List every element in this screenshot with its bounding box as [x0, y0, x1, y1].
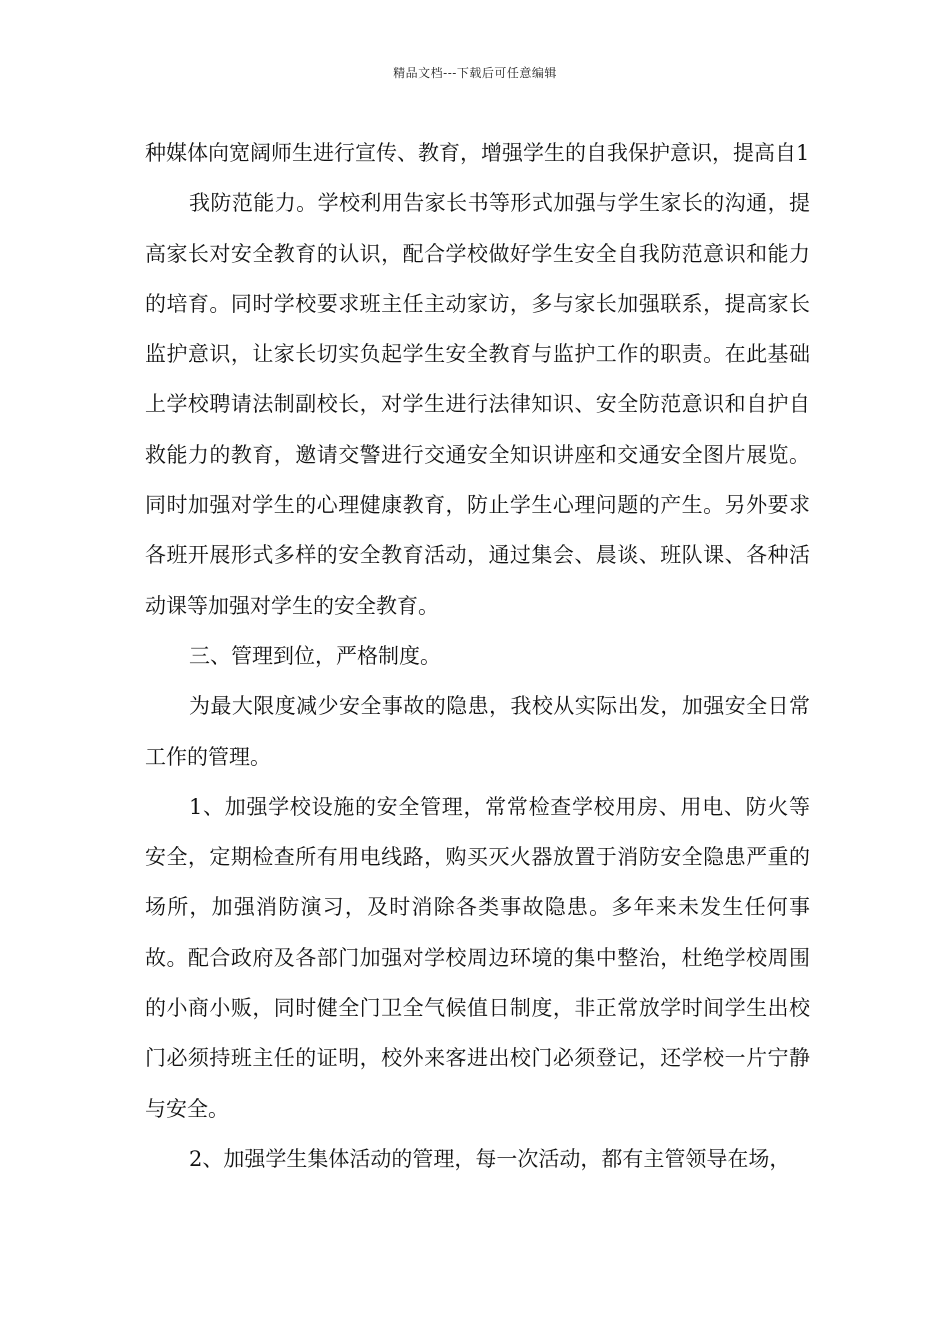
- paragraph-facility-safety: 1、加强学校设施的安全管理，常常检查学校用房、用电、防火等安全，定期检查所有用电线路，购买灭火器放置于消防安全隐患严重的场所，加强消防演习，及时消除各类事故隐患。多年来未发生任何事故。配合政府及各部门加强对学校周边环境的集中整治，杜绝学校周围的小商小贩，同时健全门卫全气候值日制度，非正常放学时间学生出校门必须持班主任的证明，校外来客进出校门必须登记，还学校一片宁静与安全。: [145, 794, 810, 1121]
- paragraph-prevention-ability: 我防范能力。学校利用告家长书等形式加强与学生家长的沟通，提高家长对安全教育的认识，配合学校做好学生安全自我防范意识和能力的培育。同时学校要求班主任主动家访，多与家长加强联系，提高家长监护意识，让家长切实负起学生安全教育与监护工作的职责。在此基础上学校聘请法制副校长，对学生进行法律知识、安全防范意识和自护自救能力的教育，邀请交警进行交通安全知识讲座和交通安全图片展览。同时加强对学生的心理健康教育，防止学生心理问题的产生。另外要求各班开展形式多样的安全教育活动，通过集会、晨谈、班队课、各种活动课等加强对学生的安全教育。: [145, 191, 810, 618]
- section-heading-management: 三、管理到位，严格制度。: [189, 643, 441, 668]
- document-body: [145, 128, 810, 1184]
- paragraph-management-intro: 为最大限度减少安全事故的隐患，我校从实际出发，加强安全日常工作的管理。: [145, 694, 810, 769]
- page-header: 精品文档---下载后可任意编辑: [393, 66, 557, 80]
- paragraph-continued: 种媒体向宽阔师生进行宣传、教育，增强学生的自我保护意识，提高自1: [145, 141, 810, 165]
- paragraph-group-activities: 2、加强学生集体活动的管理，每一次活动，都有主管领导在场，: [189, 1146, 791, 1171]
